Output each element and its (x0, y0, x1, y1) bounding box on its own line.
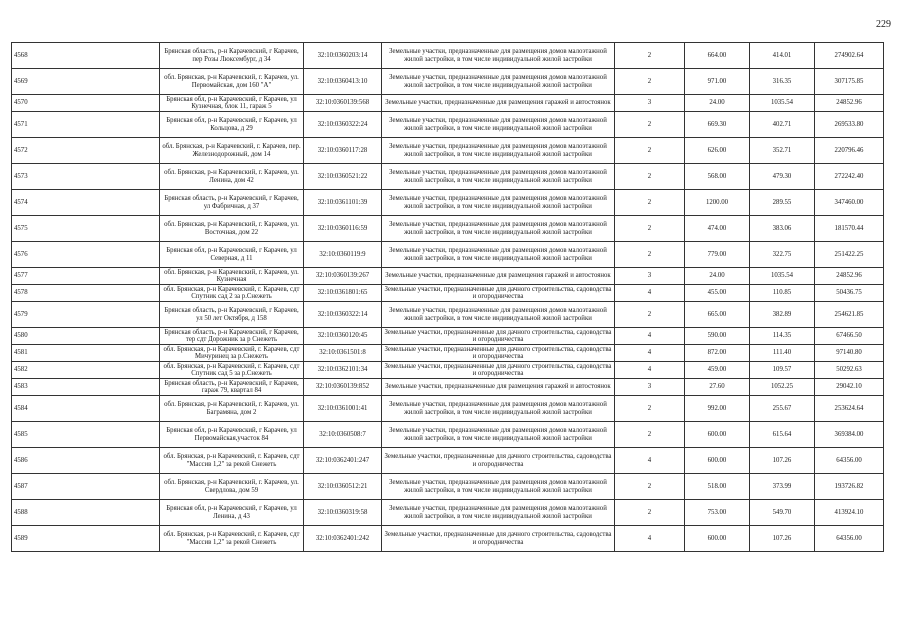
row-number: 4582 (12, 362, 160, 379)
group-cell: 2 (615, 396, 685, 422)
table-row (12, 379, 884, 396)
row-number: 4575 (12, 216, 160, 242)
table-row (12, 396, 884, 422)
table-row (12, 345, 884, 362)
group-cell: 3 (615, 379, 685, 396)
specific-value-cell: 1035.54 (750, 268, 815, 285)
group-cell: 2 (615, 242, 685, 268)
cadastral-number-cell: 32:10:0361801:65 (304, 285, 382, 302)
row-number: 4586 (12, 448, 160, 474)
specific-value-cell: 289.55 (750, 190, 815, 216)
table-row (12, 216, 884, 242)
area-cell: 971.00 (685, 69, 750, 95)
table-row (12, 138, 884, 164)
specific-value-cell: 383.06 (750, 216, 815, 242)
land-use-cell: Земельные участки, предназначенные для размещения домов малоэтажной жилой застройки, в том числе индивидуальной жилой застройки (382, 69, 615, 95)
area-cell: 27.60 (685, 379, 750, 396)
cadastral-value-cell: 24852.96 (815, 95, 884, 112)
specific-value-cell: 382.89 (750, 302, 815, 328)
specific-value-cell: 402.71 (750, 112, 815, 138)
cadastral-value-cell: 24852.96 (815, 268, 884, 285)
cadastral-value-cell: 220796.46 (815, 138, 884, 164)
cadastral-value-cell: 369384.00 (815, 422, 884, 448)
area-cell: 664.00 (685, 43, 750, 69)
row-number: 4583 (12, 379, 160, 396)
address-cell: обл. Брянская, р-н Карачевский, г. Карачев, ул. Восточная, дом 22 (160, 216, 304, 242)
address-cell: обл. Брянская, р-н Карачевский, г. Карачев, ул. Свердлова, дом 59 (160, 474, 304, 500)
address-cell: Брянская обл, р-н Карачевский, г Карачев, ул Кузнечная, блок 11, гараж 5 (160, 95, 304, 112)
specific-value-cell: 615.64 (750, 422, 815, 448)
table-row (12, 112, 884, 138)
table-row (12, 500, 884, 526)
cadastral-number-cell: 32:10:0360116:59 (304, 216, 382, 242)
row-number: 4574 (12, 190, 160, 216)
specific-value-cell: 111.40 (750, 345, 815, 362)
group-cell: 2 (615, 69, 685, 95)
address-cell: обл. Брянская, р-н Карачевский, г. Карачев, ул. Ленина, дом 42 (160, 164, 304, 190)
land-use-cell: Земельные участки, предназначенные для дачного строительства, садоводства и огородничества (382, 526, 615, 552)
area-cell: 669.30 (685, 112, 750, 138)
area-cell: 455.00 (685, 285, 750, 302)
land-use-cell: Земельные участки, предназначенные для размещения домов малоэтажной жилой застройки, в том числе индивидуальной жилой застройки (382, 190, 615, 216)
address-cell: Брянская область, р-н Карачевский, г Карачев, пер Розы Люксембург, д 34 (160, 43, 304, 69)
group-cell: 2 (615, 112, 685, 138)
cadastral-number-cell: 32:10:0360521:22 (304, 164, 382, 190)
cadastral-value-cell: 29042.10 (815, 379, 884, 396)
address-cell: обл. Брянская, р-н Карачевский, г. Карачев, ул. Баграмяна, дом 2 (160, 396, 304, 422)
specific-value-cell: 322.75 (750, 242, 815, 268)
area-cell: 753.00 (685, 500, 750, 526)
area-cell: 459.00 (685, 362, 750, 379)
group-cell: 2 (615, 138, 685, 164)
area-cell: 1200.00 (685, 190, 750, 216)
table-row (12, 95, 884, 112)
cadastral-number-cell: 32:10:0361501:8 (304, 345, 382, 362)
row-number: 4577 (12, 268, 160, 285)
cadastral-value-cell: 193726.82 (815, 474, 884, 500)
specific-value-cell: 109.57 (750, 362, 815, 379)
land-use-cell: Земельные участки, предназначенные для размещения домов малоэтажной жилой застройки, в том числе индивидуальной жилой застройки (382, 43, 615, 69)
land-use-cell: Земельные участки, предназначенные для размещения домов малоэтажной жилой застройки, в том числе индивидуальной жилой застройки (382, 216, 615, 242)
address-cell: Брянская область, р-н Карачевский, г Карачев, гараж 79, квартал 84 (160, 379, 304, 396)
row-number: 4568 (12, 43, 160, 69)
table-body (12, 43, 884, 552)
row-number: 4587 (12, 474, 160, 500)
land-use-cell: Земельные участки, предназначенные для размещения домов малоэтажной жилой застройки, в том числе индивидуальной жилой застройки (382, 500, 615, 526)
group-cell: 4 (615, 448, 685, 474)
land-use-cell: Земельные участки, предназначенные для размещения домов малоэтажной жилой застройки, в том числе индивидуальной жилой застройки (382, 302, 615, 328)
cadastral-value-cell: 274902.64 (815, 43, 884, 69)
row-number: 4580 (12, 328, 160, 345)
group-cell: 4 (615, 362, 685, 379)
specific-value-cell: 1035.54 (750, 95, 815, 112)
specific-value-cell: 479.30 (750, 164, 815, 190)
area-cell: 518.00 (685, 474, 750, 500)
address-cell: Брянская область, р-н Карачевский, г Карачев, ул Фабричная, д 37 (160, 190, 304, 216)
cadastral-value-cell: 67466.50 (815, 328, 884, 345)
table-row (12, 448, 884, 474)
table-row (12, 362, 884, 379)
specific-value-cell: 107.26 (750, 526, 815, 552)
cadastral-value-cell: 97140.80 (815, 345, 884, 362)
specific-value-cell: 107.26 (750, 448, 815, 474)
cadastral-value-cell: 269533.80 (815, 112, 884, 138)
cadastral-number-cell: 32:10:0360139:267 (304, 268, 382, 285)
address-cell: обл. Брянская, р-н Карачевский, г. Карачев, сдт Спутник сад 5 за р.Снежеть (160, 362, 304, 379)
group-cell: 3 (615, 95, 685, 112)
address-cell: Брянская обл, р-н Карачевский, г Карачев, ул Первомайская,участок 84 (160, 422, 304, 448)
land-use-cell: Земельные участки, предназначенные для размещения домов малоэтажной жилой застройки, в том числе индивидуальной жилой застройки (382, 474, 615, 500)
area-cell: 600.00 (685, 422, 750, 448)
row-number: 4569 (12, 69, 160, 95)
cadastral-number-cell: 32:10:0360413:10 (304, 69, 382, 95)
cadastral-number-cell: 32:10:0360120:45 (304, 328, 382, 345)
cadastral-value-cell: 254621.85 (815, 302, 884, 328)
table-row (12, 190, 884, 216)
page-number: 229 (876, 19, 891, 30)
address-cell: Брянская обл, р-н Карачевский, г Карачев, ул Кольцова, д 29 (160, 112, 304, 138)
group-cell: 2 (615, 190, 685, 216)
table-row (12, 422, 884, 448)
area-cell: 24.00 (685, 268, 750, 285)
table-row (12, 302, 884, 328)
cadastral-value-cell: 272242.40 (815, 164, 884, 190)
cadastral-value-table (11, 42, 884, 552)
specific-value-cell: 1052.25 (750, 379, 815, 396)
row-number: 4570 (12, 95, 160, 112)
area-cell: 600.00 (685, 448, 750, 474)
address-cell: обл. Брянская, р-н Карачевский, г. Карачев, сдт Мичуринец за р.Снежеть (160, 345, 304, 362)
cadastral-number-cell: 32:10:0361001:41 (304, 396, 382, 422)
row-number: 4585 (12, 422, 160, 448)
land-use-cell: Земельные участки, предназначенные для размещения гаражей и автостоянок (382, 379, 615, 396)
address-cell: обл. Брянская, р-н Карачевский, г. Карачев, ул. Кузнечная (160, 268, 304, 285)
table-row (12, 285, 884, 302)
cadastral-number-cell: 32:10:0361101:39 (304, 190, 382, 216)
land-use-cell: Земельные участки, предназначенные для размещения домов малоэтажной жилой застройки, в том числе индивидуальной жилой застройки (382, 422, 615, 448)
area-cell: 474.00 (685, 216, 750, 242)
group-cell: 2 (615, 422, 685, 448)
address-cell: обл. Брянская, р-н Карачевский, г. Карачев, сдт Спутник сад 2 за р.Снежеть (160, 285, 304, 302)
cadastral-number-cell: 32:10:0360319:58 (304, 500, 382, 526)
address-cell: Брянская обл, р-н Карачевский, г Карачев, ул Ленина, д 43 (160, 500, 304, 526)
row-number: 4581 (12, 345, 160, 362)
specific-value-cell: 114.35 (750, 328, 815, 345)
land-use-cell: Земельные участки, предназначенные для размещения домов малоэтажной жилой застройки, в том числе индивидуальной жилой застройки (382, 138, 615, 164)
row-number: 4579 (12, 302, 160, 328)
row-number: 4573 (12, 164, 160, 190)
group-cell: 2 (615, 302, 685, 328)
area-cell: 872.00 (685, 345, 750, 362)
cadastral-value-cell: 413924.10 (815, 500, 884, 526)
row-number: 4571 (12, 112, 160, 138)
area-cell: 992.00 (685, 396, 750, 422)
table-row (12, 69, 884, 95)
group-cell: 2 (615, 474, 685, 500)
land-use-cell: Земельные участки, предназначенные для дачного строительства, садоводства и огородничества (382, 448, 615, 474)
specific-value-cell: 414.01 (750, 43, 815, 69)
cadastral-number-cell: 32:10:0360322:14 (304, 302, 382, 328)
cadastral-number-cell: 32:10:0362401:247 (304, 448, 382, 474)
address-cell: Брянская область, р-н Карачевский, г Карачев, ул 50 лет Октября, д 158 (160, 302, 304, 328)
group-cell: 4 (615, 285, 685, 302)
cadastral-number-cell: 32:10:0360139:568 (304, 95, 382, 112)
land-use-cell: Земельные участки, предназначенные для дачного строительства, садоводства и огородничества (382, 345, 615, 362)
address-cell: обл. Брянская, р-н Карачевский, г. Карачев, ул. Первомайская, дом 160 "А" (160, 69, 304, 95)
area-cell: 590.00 (685, 328, 750, 345)
cadastral-number-cell: 32:10:0360117:28 (304, 138, 382, 164)
area-cell: 626.00 (685, 138, 750, 164)
cadastral-value-cell: 64356.00 (815, 448, 884, 474)
area-cell: 568.00 (685, 164, 750, 190)
group-cell: 2 (615, 500, 685, 526)
address-cell: Брянская область, р-н Карачевский, г Карачев, тер сдт Дорожник за р Снежеть (160, 328, 304, 345)
area-cell: 779.00 (685, 242, 750, 268)
group-cell: 2 (615, 216, 685, 242)
cadastral-number-cell: 32:10:0360508:7 (304, 422, 382, 448)
row-number: 4584 (12, 396, 160, 422)
land-use-cell: Земельные участки, предназначенные для дачного строительства, садоводства и огородничества (382, 362, 615, 379)
address-cell: Брянская обл, р-н Карачевский, г Карачев, ул Северная, д 11 (160, 242, 304, 268)
cadastral-number-cell: 32:10:0360139:852 (304, 379, 382, 396)
cadastral-value-cell: 253624.64 (815, 396, 884, 422)
specific-value-cell: 352.71 (750, 138, 815, 164)
cadastral-value-cell: 251422.25 (815, 242, 884, 268)
row-number: 4578 (12, 285, 160, 302)
table-row (12, 526, 884, 552)
address-cell: обл. Брянская, р-н Карачевский, г. Карачев, пер. Железнодорожный, дом 14 (160, 138, 304, 164)
cadastral-value-cell: 347460.00 (815, 190, 884, 216)
specific-value-cell: 316.35 (750, 69, 815, 95)
land-use-cell: Земельные участки, предназначенные для дачного строительства, садоводства и огородничества (382, 285, 615, 302)
row-number: 4572 (12, 138, 160, 164)
specific-value-cell: 110.85 (750, 285, 815, 302)
cadastral-value-cell: 50436.75 (815, 285, 884, 302)
cadastral-value-cell: 64356.00 (815, 526, 884, 552)
land-use-cell: Земельные участки, предназначенные для размещения домов малоэтажной жилой застройки, в том числе индивидуальной жилой застройки (382, 112, 615, 138)
group-cell: 2 (615, 164, 685, 190)
area-cell: 665.00 (685, 302, 750, 328)
cadastral-value-cell: 50292.63 (815, 362, 884, 379)
specific-value-cell: 255.67 (750, 396, 815, 422)
address-cell: обл. Брянская, р-н Карачевский, г. Карачев, сдт "Массив 1,2" за рекой Снежеть (160, 448, 304, 474)
table-row (12, 164, 884, 190)
land-use-cell: Земельные участки, предназначенные для размещения домов малоэтажной жилой застройки, в том числе индивидуальной жилой застройки (382, 164, 615, 190)
group-cell: 3 (615, 268, 685, 285)
land-use-cell: Земельные участки, предназначенные для размещения домов малоэтажной жилой застройки, в том числе индивидуальной жилой застройки (382, 396, 615, 422)
cadastral-number-cell: 32:10:0362401:242 (304, 526, 382, 552)
group-cell: 4 (615, 526, 685, 552)
land-use-cell: Земельные участки, предназначенные для размещения домов малоэтажной жилой застройки, в том числе индивидуальной жилой застройки (382, 242, 615, 268)
cadastral-number-cell: 32:10:0360203:14 (304, 43, 382, 69)
group-cell: 4 (615, 345, 685, 362)
row-number: 4588 (12, 500, 160, 526)
cadastral-number-cell: 32:10:0362101:34 (304, 362, 382, 379)
group-cell: 4 (615, 328, 685, 345)
land-use-cell: Земельные участки, предназначенные для размещения гаражей и автостоянок (382, 95, 615, 112)
land-use-cell: Земельные участки, предназначенные для дачного строительства, садоводства и огородничества (382, 328, 615, 345)
cadastral-value-cell: 181570.44 (815, 216, 884, 242)
specific-value-cell: 373.99 (750, 474, 815, 500)
cadastral-number-cell: 32:10:0360322:24 (304, 112, 382, 138)
table-row (12, 242, 884, 268)
area-cell: 24.00 (685, 95, 750, 112)
specific-value-cell: 549.70 (750, 500, 815, 526)
cadastral-value-cell: 307175.85 (815, 69, 884, 95)
table-row (12, 474, 884, 500)
cadastral-number-cell: 32:10:0360512:21 (304, 474, 382, 500)
row-number: 4589 (12, 526, 160, 552)
cadastral-number-cell: 32:10:0360119:9 (304, 242, 382, 268)
area-cell: 600.00 (685, 526, 750, 552)
table-row (12, 268, 884, 285)
address-cell: обл. Брянская, р-н Карачевский, г. Карачев, сдт "Массив 1,2" за рекой Снежеть (160, 526, 304, 552)
row-number: 4576 (12, 242, 160, 268)
table-row (12, 43, 884, 69)
group-cell: 2 (615, 43, 685, 69)
table-row (12, 328, 884, 345)
land-use-cell: Земельные участки, предназначенные для размещения гаражей и автостоянок (382, 268, 615, 285)
